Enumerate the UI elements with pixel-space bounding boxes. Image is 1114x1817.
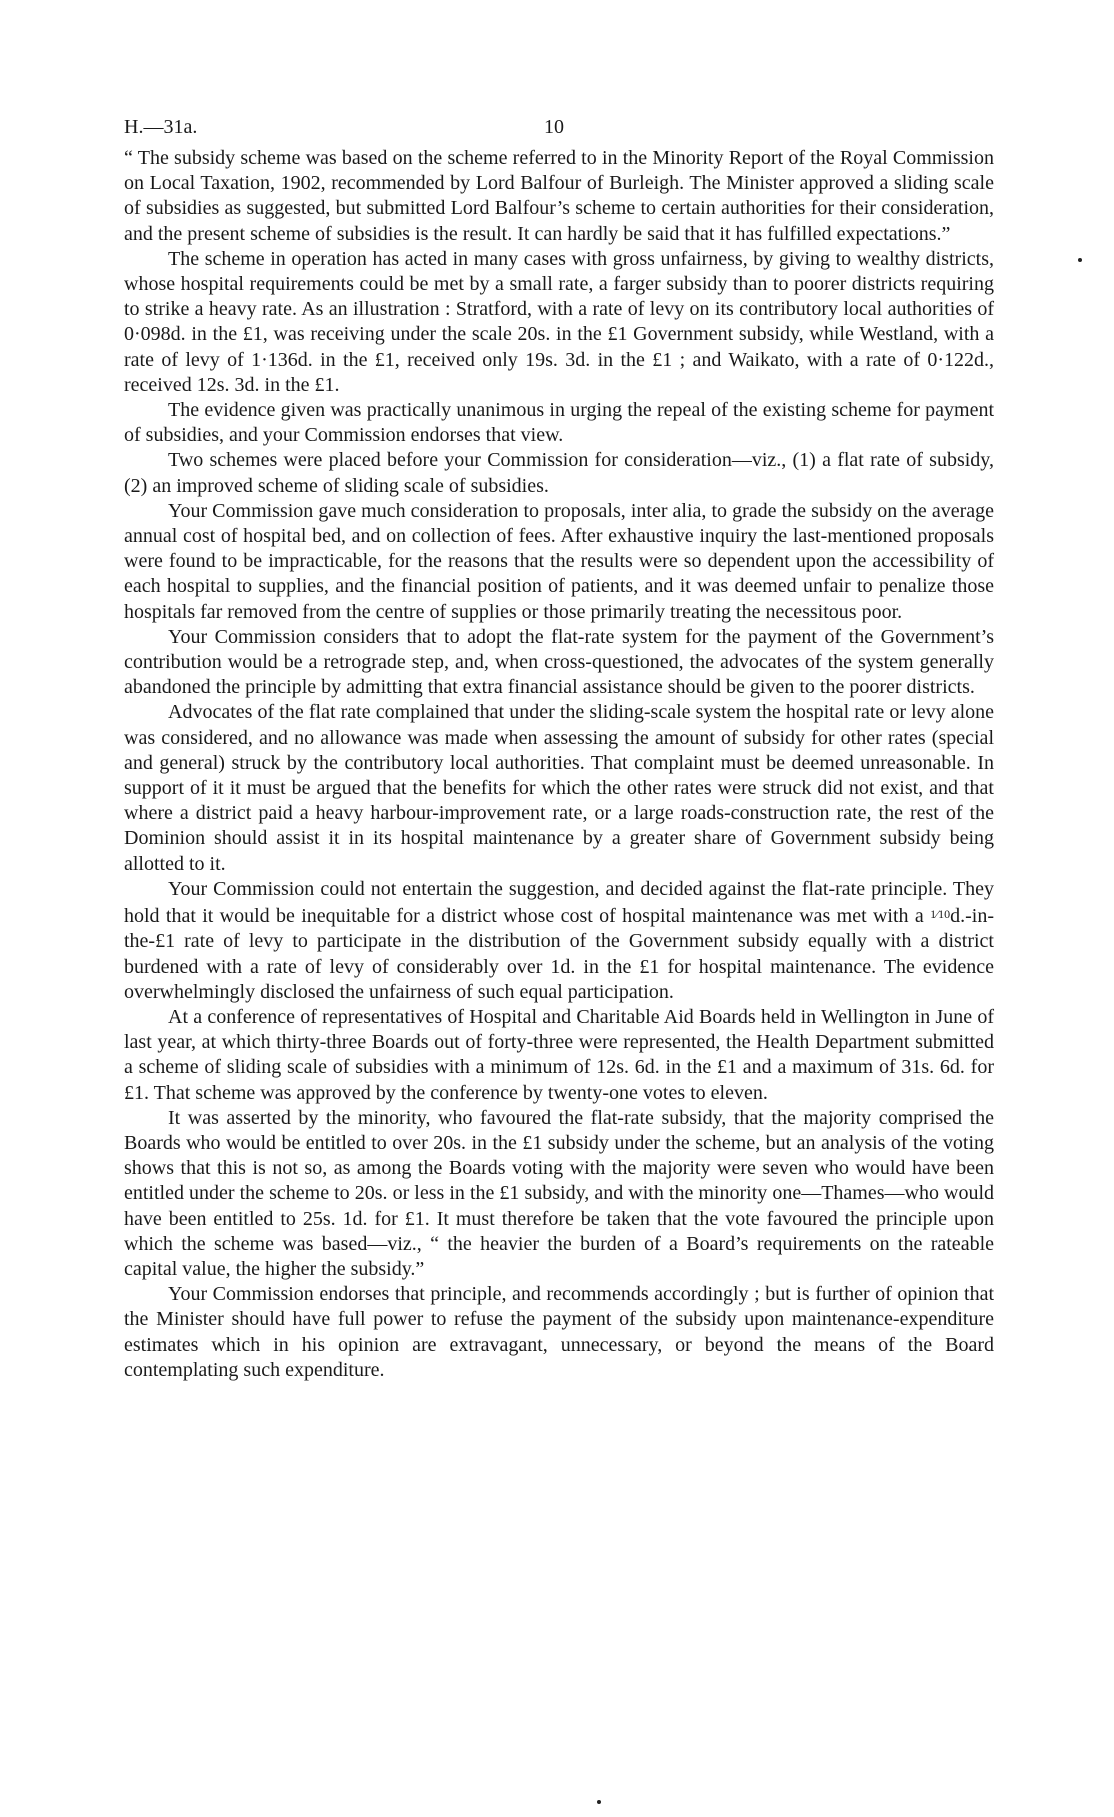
paragraph-part: d.-in-the-£1 rate of levy to participate in the distribution of the Government subsidy equally with a district burdened with a rate of levy of considerably over 1d. in the £1 for hospital maintenance. The evidence overwhelmingly disclosed the unfairness of such equal participation. bbox=[124, 905, 995, 1003]
paragraph: “ The subsidy scheme was based on the scheme referred to in the Minority Report of the Royal Commission on Local Taxation, 1902, recommended by Lord Balfour of Burleigh. The Minister approved a sliding scale of subsidies as suggested, but submitted Lord Balfour’s scheme to certain authorities for their consideration, and the present scheme of subsidies is the result. It can hardly be said that it has fulfilled expectations.” bbox=[124, 147, 994, 245]
paragraph-part: Your Commission could not entertain the suggestion, and decided against the flat-rate principle. They hold that it would be inequitable for a district whose cost of hospital maintenance was met with a bbox=[124, 877, 994, 928]
page-number: 10 bbox=[544, 116, 564, 138]
margin-dot bbox=[1078, 258, 1082, 262]
page-header bbox=[124, 116, 994, 146]
paragraph: Your Commission considers that to adopt the flat-rate system for the payment of the Government’s contribution would be a retrograde step, and, when cross-questioned, the advocates of the system generally abandoned the principle by admitting that extra financial assistance should be given to the poorer districts. bbox=[124, 625, 994, 699]
paragraph: Your Commission endorses that principle, and recommends accordingly ; but is further of opinion that the Minister should have full power to refuse the payment of the subsidy upon maintenance-expenditure estimates which in his opinion are extravagant, unnecessary, or beyond the means of the Board contemplating such expenditure. bbox=[124, 1283, 994, 1381]
fraction-one-tenth: 1⁄10 bbox=[930, 907, 951, 922]
paragraph bbox=[124, 877, 994, 1005]
body-text bbox=[124, 146, 994, 1383]
paragraph: The scheme in operation has acted in many cases with gross unfairness, by giving to wealthy districts, whose hospital requirements could be met by a small rate, a farger subsidy than to poorer districts requiring to strike a heavy rate. As an illustration : Stratford, with a rate of levy on its contributory local authorities of 0·098d. in the £1, was receiving under the scale 20s. in the £1 Government subsidy, while Westland, with a rate of levy of 1·136d. in the £1, received only 19s. 3d. in the £1 ; and Waikato, with a rate of 0·122d., received 12s. 3d. in the £1. bbox=[124, 247, 994, 396]
paragraph: It was asserted by the minority, who favoured the flat-rate subsidy, that the majority comprised the Boards who would be entitled to over 20s. in the £1 subsidy under the scheme, but an analysis of the voting shows that this is not so, as among the Boards voting with the majority were seven who would have been entitled under the scheme to 20s. or less in the £1 subsidy, and with the minority one—Thames—who would have been entitled to 25s. 1d. for £1. It must therefore be taken that the vote favoured the principle upon which the scheme was based—viz., “ the heavier the burden of a Board’s requirements on the rateable capital value, the higher the subsidy.” bbox=[124, 1106, 994, 1280]
footer-dot bbox=[597, 1800, 601, 1804]
document-page bbox=[124, 116, 994, 1383]
paragraph: The evidence given was practically unanimous in urging the repeal of the existing scheme for payment of subsidies, and your Commission endorses that view. bbox=[124, 399, 994, 447]
paragraph: Your Commission gave much consideration to proposals, inter alia, to grade the subsidy on the average annual cost of hospital bed, and on collection of fees. After exhaustive inquiry the last-mentioned proposals were found to be impracticable, for the reasons that the results were so dependent upon the accessibility of each hospital to supplies, and the financial position of patients, and it was deemed unfair to penalize those hospitals far removed from the centre of supplies or those primarily treating the necessitous poor. bbox=[124, 499, 994, 623]
document-reference: H.—31a. bbox=[124, 116, 198, 138]
paragraph: Two schemes were placed before your Commission for consideration—viz., (1) a flat rate of subsidy, (2) an improved scheme of sliding scale of subsidies. bbox=[124, 449, 994, 497]
paragraph: Advocates of the flat rate complained that under the sliding-scale system the hospital rate or levy alone was considered, and no allowance was made when assessing the amount of subsidy for other rates (special and general) struck by the contributory local authorities. That complaint must be deemed unreasonable. In support of it it must be argued that the benefits for which the other rates were struck did not exist, and that where a district paid a heavy harbour-improvement rate, or a large roads-construction rate, the rest of the Dominion should assist it in its hospital maintenance by a greater share of Government subsidy being allotted to it. bbox=[124, 701, 994, 875]
paragraph: At a conference of representatives of Hospital and Charitable Aid Boards held in Wellington in June of last year, at which thirty-three Boards out of forty-three were represented, the Health Department submitted a scheme of sliding scale of subsidies with a minimum of 12s. 6d. in the £1 and a maximum of 31s. 6d. for £1. That scheme was approved by the conference by twenty-one votes to eleven. bbox=[124, 1005, 994, 1104]
